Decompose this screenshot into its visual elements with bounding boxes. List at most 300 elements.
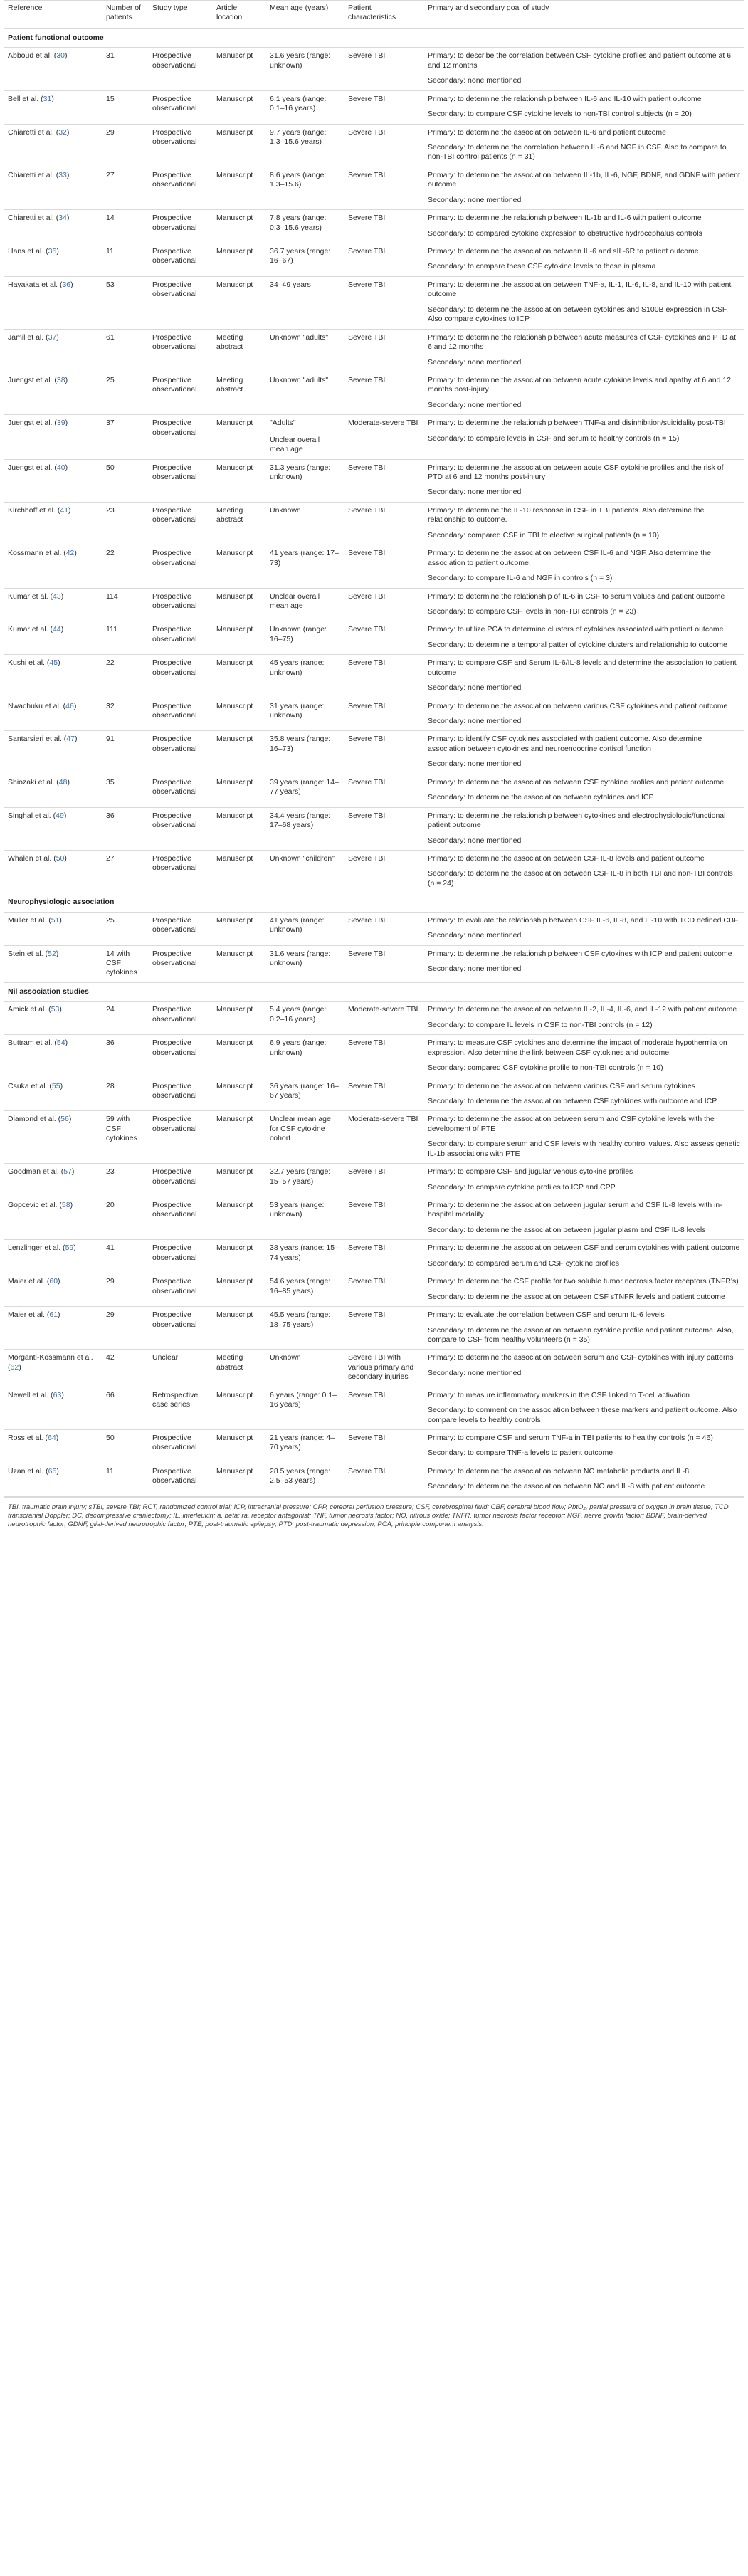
location-value: Manuscript [216, 247, 253, 256]
reference-cell: Singhal et al. (49) [4, 807, 102, 850]
goal-primary: Primary: to determine the relationship between IL-6 and IL-10 with patient outcome [428, 94, 702, 103]
study-type-cell [148, 210, 212, 243]
patients-cell [102, 459, 148, 502]
reference-author: Abboud et al. [8, 51, 52, 61]
location-cell [212, 90, 265, 124]
age-cell [265, 48, 344, 90]
goal-primary: Primary: to determine the association between CSF and serum cytokines with patient outcome [428, 1244, 740, 1253]
study-type-value: Prospective observational [152, 1167, 197, 1186]
characteristics-value: Severe TBI [348, 777, 386, 787]
patients-cell [102, 588, 148, 621]
age-value: 31.6 years (range: unknown) [270, 949, 331, 967]
characteristics-cell [344, 1430, 423, 1463]
reference-citation: 43 [53, 592, 61, 601]
goal-primary: Primary: to determine the relationship of IL-6 in CSF to serum values and patient outcome [428, 592, 725, 601]
age-value: 45.5 years (range: 18–75 years) [270, 1310, 331, 1329]
reference-citation: 38 [56, 375, 65, 384]
patients-value: 23 [106, 505, 115, 515]
study-type-cell [148, 167, 212, 209]
age-cell [265, 655, 344, 698]
study-type-value: Prospective observational [152, 1434, 197, 1452]
age-value: Unknown "adults" [270, 375, 329, 384]
age-cell [265, 243, 344, 277]
study-type-cell [148, 731, 212, 774]
study-type-cell [148, 415, 212, 459]
goal-secondary: Secondary: none mentioned [428, 195, 522, 204]
patients-cell [102, 807, 148, 850]
goal-cell [423, 459, 744, 502]
characteristics-cell [344, 1307, 423, 1350]
patients-value: 28 [106, 1081, 115, 1090]
age-value: 41 years (range: 17–73) [270, 549, 339, 567]
reference-author: Kumar et al. [8, 625, 48, 634]
goal-primary: Primary: to compare CSF and Serum IL-6/IL-8 levels and determine the association to patient outcome [428, 658, 737, 677]
review-table-page [4, 0, 744, 1534]
goal-secondary: Secondary: to comment on the association between these markers and patient outcome. Also compare levels to healthy controls [428, 1406, 737, 1424]
study-type-cell [148, 945, 212, 982]
age-cell [265, 167, 344, 209]
goal-secondary: Secondary: none mentioned [428, 717, 522, 725]
table-row [4, 807, 744, 850]
reference-citation: 50 [56, 853, 65, 863]
goal-primary: Primary: to determine the CSF profile for two soluble tumor necrosis factor receptors (TNFR's) [428, 1277, 739, 1286]
characteristics-cell [344, 276, 423, 329]
study-type-value: Prospective observational [152, 51, 197, 70]
reference-citation: 55 [51, 1081, 60, 1090]
reference-citation: 62 [10, 1362, 19, 1372]
goal-secondary: Secondary: to compare IL-6 and NGF in controls (n = 3) [428, 574, 613, 583]
goal-secondary: Secondary: to compare serum and CSF levels with healthy control values. Also assess genetic IL-1b associations with PTE [428, 1140, 740, 1158]
characteristics-cell [344, 945, 423, 982]
table-header [4, 1, 744, 29]
goal-cell [423, 698, 744, 731]
study-type-cell [148, 655, 212, 698]
age-value: Unclear mean age for CSF cytokine cohort [270, 1115, 331, 1143]
goal-primary: Primary: to evaluate the correlation between CSF and serum IL-6 levels [428, 1310, 665, 1320]
characteristics-value: Severe TBI [348, 1244, 386, 1253]
goal-cell [423, 807, 744, 850]
goal-secondary: Secondary: to determine the association between cytokine profile and patient outcome. Also, compare to CSF from healthy volunteers (n = 35) [428, 1325, 734, 1344]
characteristics-value: Severe TBI [348, 94, 386, 103]
goal-cell [423, 1430, 744, 1463]
reference-cell: Ross et al. (64) [4, 1430, 102, 1463]
study-type-cell [148, 1002, 212, 1035]
reference-author: Whalen et al. [8, 853, 52, 863]
reference-cell: Uzan et al. (65) [4, 1463, 102, 1496]
age-value: 38 years (range: 15–74 years) [270, 1244, 339, 1262]
patients-value: 37 [106, 419, 115, 428]
age-value: 8.6 years (range: 1.3–15.6) [270, 170, 327, 189]
reference-cell: Buttram et al. (54) [4, 1035, 102, 1078]
age-cell [265, 850, 344, 893]
goal-secondary: Secondary: compared CSF in TBI to elective surgical patients (n = 10) [428, 530, 660, 540]
table-row [4, 621, 744, 655]
patients-cell [102, 698, 148, 731]
characteristics-cell [344, 1035, 423, 1078]
goal-secondary: Secondary: none mentioned [428, 488, 522, 497]
location-cell [212, 1463, 265, 1496]
age-value: 36.7 years (range: 16–67) [270, 247, 331, 266]
age-cell [265, 588, 344, 621]
goal-primary: Primary: to identify CSF cytokines associated with patient outcome. Also determine association between cytokines and neuroendocrine cortisol function [428, 735, 702, 753]
patients-value: 27 [106, 170, 115, 179]
location-value: Manuscript [216, 1201, 253, 1209]
goal-secondary: Secondary: none mentioned [428, 964, 522, 973]
age-value: Unclear overall mean age [270, 592, 320, 610]
location-value: Manuscript [216, 735, 253, 744]
patients-value: 14 [106, 214, 115, 223]
table-row [4, 1035, 744, 1078]
age-value: 21 years (range: 4–70 years) [270, 1434, 335, 1452]
study-type-cell [148, 850, 212, 893]
goal-primary: Primary: to determine the relationship between TNF-a and disinhibition/suicidality post-TBI [428, 419, 726, 428]
goal-cell [423, 1035, 744, 1078]
characteristics-cell [344, 545, 423, 588]
age-cell [265, 1240, 344, 1273]
reference-citation: 54 [56, 1039, 65, 1048]
reference-cell: Hayakata et al. (36) [4, 276, 102, 329]
goal-cell [423, 124, 744, 167]
patients-cell [102, 1273, 148, 1307]
location-cell [212, 1197, 265, 1240]
study-type-cell [148, 372, 212, 414]
location-value: Manuscript [216, 170, 253, 179]
reference-author: Chiaretti et al. [8, 127, 54, 137]
characteristics-value: Moderate-severe TBI [348, 1005, 418, 1014]
patients-cell [102, 655, 148, 698]
age-value: 6.9 years (range: unknown) [270, 1039, 327, 1057]
age-cell [265, 774, 344, 807]
characteristics-cell [344, 124, 423, 167]
patients-value: 29 [106, 1277, 115, 1286]
goal-cell [423, 774, 744, 807]
location-value: Meeting abstract [216, 375, 243, 394]
location-cell [212, 1164, 265, 1197]
table-row [4, 1307, 744, 1350]
characteristics-cell [344, 1273, 423, 1307]
goal-secondary: Secondary: none mentioned [428, 76, 522, 85]
location-cell [212, 655, 265, 698]
table-row [4, 276, 744, 329]
goal-cell [423, 1164, 744, 1197]
age-value: 32.7 years (range: 15–57 years) [270, 1167, 331, 1186]
goal-cell [423, 90, 744, 124]
patients-cell [102, 372, 148, 414]
age-value: Unknown [270, 505, 301, 515]
goal-cell [423, 48, 744, 90]
age-cell [265, 698, 344, 731]
patients-cell [102, 731, 148, 774]
reference-author: Shiozaki et al. [8, 777, 55, 787]
location-value: Manuscript [216, 949, 253, 958]
study-type-cell [148, 1035, 212, 1078]
study-type-value: Unclear [152, 1353, 179, 1362]
age-value: Unknown [270, 1353, 301, 1362]
age-cell [265, 545, 344, 588]
patients-cell [102, 1035, 148, 1078]
reference-author: Kirchhoff et al. [8, 505, 56, 515]
characteristics-value: Severe TBI [348, 127, 386, 137]
header-study-type: Study type [148, 1, 212, 29]
reference-author: Buttram et al. [8, 1039, 53, 1048]
characteristics-value: Severe TBI [348, 505, 386, 515]
characteristics-value: Severe TBI [348, 735, 386, 744]
table-row [4, 1078, 744, 1111]
reference-author: Bell et al. [8, 94, 39, 103]
characteristics-cell [344, 372, 423, 414]
patients-value: 11 [106, 1466, 114, 1476]
age-cell [265, 1430, 344, 1463]
table-row [4, 1387, 744, 1429]
goal-cell [423, 588, 744, 621]
characteristics-cell [344, 415, 423, 459]
characteristics-cell [344, 655, 423, 698]
goal-secondary: Secondary: to determine the association between NO and IL-8 with patient outcome [428, 1482, 705, 1491]
patients-value: 50 [106, 463, 115, 472]
characteristics-value: Severe TBI [348, 1167, 386, 1177]
study-type-cell [148, 1111, 212, 1164]
section-header-row [4, 893, 744, 912]
table-row [4, 912, 744, 945]
goal-secondary: Secondary: none mentioned [428, 836, 522, 845]
characteristics-value: Severe TBI [348, 811, 386, 820]
table-row [4, 329, 744, 372]
goal-primary: Primary: to measure CSF cytokines and determine the impact of moderate hypothermia on expression. Also determine the link between CSF cytokines and outcome [428, 1039, 727, 1057]
patients-cell [102, 210, 148, 243]
reference-author: Gopcevic et al. [8, 1201, 58, 1209]
age-value: Unknown "children" [270, 853, 335, 863]
goal-primary: Primary: to determine the association between various CSF cytokines and patient outcome [428, 701, 728, 710]
goal-primary: Primary: to determine the relationship between acute measures of CSF cytokines and PTD at 6 and 12 months [428, 332, 737, 352]
table-row [4, 48, 744, 90]
goal-secondary: Secondary: none mentioned [428, 357, 522, 367]
goal-secondary: Secondary: to compare CSF levels in non-TBI controls (n = 23) [428, 606, 636, 616]
header-row [4, 1, 744, 29]
location-cell [212, 329, 265, 372]
age-value: 7.8 years (range: 0.3–15.6 years) [270, 214, 327, 232]
study-type-cell [148, 124, 212, 167]
patients-cell [102, 912, 148, 945]
location-cell [212, 1078, 265, 1111]
reference-cell: Amick et al. (53) [4, 1002, 102, 1035]
reference-cell: Maier et al. (61) [4, 1307, 102, 1350]
study-type-cell [148, 698, 212, 731]
study-type-value: Prospective observational [152, 592, 197, 610]
reference-cell: Muller et al. (51) [4, 912, 102, 945]
study-type-cell [148, 912, 212, 945]
patients-value: 53 [106, 280, 115, 289]
study-type-value: Prospective observational [152, 549, 197, 567]
table-row [4, 731, 744, 774]
location-cell [212, 1111, 265, 1164]
goal-cell [423, 276, 744, 329]
table-row [4, 1164, 744, 1197]
location-cell [212, 945, 265, 982]
age-cell [265, 945, 344, 982]
location-value: Manuscript [216, 1466, 253, 1476]
location-cell [212, 807, 265, 850]
reference-author: Chiaretti et al. [8, 214, 54, 223]
age-value: "Adults" [270, 419, 296, 428]
age-value: 39 years (range: 14–77 years) [270, 777, 339, 797]
characteristics-value: Severe TBI [348, 332, 386, 342]
characteristics-value: Severe TBI [348, 51, 386, 61]
goal-cell [423, 1111, 744, 1164]
location-value: Manuscript [216, 811, 253, 820]
reference-cell: Chiaretti et al. (34) [4, 210, 102, 243]
goal-primary: Primary: to determine the IL-10 response in CSF in TBI patients. Also determine the relationship to outcome. [428, 505, 705, 525]
reference-cell: Kirchhoff et al. (41) [4, 502, 102, 545]
patients-value: 36 [106, 1039, 115, 1048]
goal-primary: Primary: to determine the association between CSF cytokine profiles and patient outcome [428, 777, 725, 787]
header-reference: Reference [4, 1, 102, 29]
age-value: 45 years (range: unknown) [270, 658, 325, 677]
age-value: 6 years (range: 0.1–16 years) [270, 1390, 337, 1409]
reference-citation: 34 [58, 214, 67, 223]
reference-author: Santarsieri et al. [8, 735, 62, 744]
header-characteristics: Patient characteristics [344, 1, 423, 29]
reference-citation: 61 [49, 1310, 58, 1320]
reference-author: Singhal et al. [8, 811, 51, 820]
goal-primary: Primary: to determine the association between acute cytokine levels and apathy at 6 and 12 months post-injury [428, 375, 732, 394]
goal-cell [423, 1240, 744, 1273]
goal-cell [423, 945, 744, 982]
goal-primary: Primary: to determine the association between serum and CSF cytokine levels with the development of PTE [428, 1115, 715, 1133]
patients-cell [102, 545, 148, 588]
goal-secondary: Secondary: to determine the correlation between IL-6 and NGF in CSF. Also to compare to non-TBI control patients (n = 31) [428, 142, 727, 162]
patients-cell [102, 415, 148, 459]
age-cell [265, 1197, 344, 1240]
location-value: Manuscript [216, 419, 253, 428]
header-patients: Number of patients [102, 1, 148, 29]
patients-cell [102, 90, 148, 124]
characteristics-cell [344, 588, 423, 621]
study-type-cell [148, 1240, 212, 1273]
age-value: Unknown "adults" [270, 332, 329, 342]
location-value: Manuscript [216, 853, 253, 863]
location-cell [212, 276, 265, 329]
study-type-value: Prospective observational [152, 1244, 197, 1262]
location-cell [212, 1387, 265, 1429]
characteristics-cell [344, 1111, 423, 1164]
goal-cell [423, 1307, 744, 1350]
age-value: 36 years (range: 16–67 years) [270, 1081, 339, 1100]
goal-cell [423, 167, 744, 209]
location-cell [212, 850, 265, 893]
reference-author: Goodman et al. [8, 1167, 59, 1177]
abbreviations-footnote: TBI, traumatic brain injury; sTBI, severe TBI; RCT, randomized control trial; ICP, intracranial pressure; CPP, cerebral perfusion pressure; CSF, cerebrospinal fluid; CBF, cerebral blood flow; PbtO₂, partial pressure of oxygen in brain tissue; TCD, transcranial Doppler; DC, decompressive craniectomy; IL, interleukin; a, beta; ra, receptor antagonist; TNF, tumor necrosis factor; NO, nitrous oxide; TNFR, tumor necrosis factor receptor; NGF, nerve growth factor; BDNF, brain-derived neurotrophic factor; GDNF, glial-derived neurotrophic factor; PTE, post-traumatic epilepsy; PTD, post-traumatic depression; PCA, principle component analysis. [4, 1497, 744, 1534]
reference-cell: Whalen et al. (50) [4, 850, 102, 893]
reference-cell: Nwachuku et al. (46) [4, 698, 102, 731]
reference-citation: 40 [56, 463, 65, 472]
reference-cell: Newell et al. (63) [4, 1387, 102, 1429]
goal-secondary: Secondary: none mentioned [428, 1368, 522, 1377]
goal-cell [423, 1463, 744, 1496]
table-row [4, 850, 744, 893]
reference-citation: 32 [58, 127, 67, 137]
study-type-value: Prospective observational [152, 1115, 197, 1133]
goal-cell [423, 1078, 744, 1111]
location-value: Manuscript [216, 1434, 253, 1442]
study-type-value: Prospective observational [152, 853, 197, 873]
goal-primary: Primary: to evaluate the relationship between CSF IL-6, IL-8, and IL-10 with TCD defined CBF. [428, 915, 740, 925]
characteristics-value: Severe TBI [348, 1390, 386, 1399]
location-value: Manuscript [216, 1244, 253, 1253]
reference-cell: Kumar et al. (43) [4, 588, 102, 621]
reference-author: Newell et al. [8, 1390, 49, 1399]
location-value: Manuscript [216, 463, 253, 472]
study-type-value: Prospective observational [152, 214, 197, 232]
location-cell [212, 1035, 265, 1078]
age-cell [265, 621, 344, 655]
reference-author: Hans et al. [8, 247, 44, 256]
study-type-value: Prospective observational [152, 375, 197, 394]
goal-secondary: Secondary: to determine the association between CSF sTNFR levels and patient outcome [428, 1292, 725, 1301]
characteristics-cell [344, 48, 423, 90]
patients-cell [102, 1197, 148, 1240]
study-type-value: Prospective observational [152, 94, 197, 113]
patients-value: 22 [106, 549, 115, 558]
location-cell [212, 502, 265, 545]
reference-author: Stein et al. [8, 949, 43, 958]
age-value: 28.5 years (range: 2.5–53 years) [270, 1466, 331, 1486]
location-value: Manuscript [216, 1277, 253, 1286]
patients-value: 22 [106, 658, 115, 668]
age-cell [265, 90, 344, 124]
goal-cell [423, 502, 744, 545]
goal-cell [423, 1350, 744, 1387]
reference-citation: 37 [48, 332, 57, 342]
reference-author: Diamond et al. [8, 1115, 56, 1124]
location-value: Meeting abstract [216, 332, 243, 352]
location-value: Manuscript [216, 94, 253, 103]
table-row [4, 698, 744, 731]
reference-citation: 39 [56, 419, 65, 428]
characteristics-value: Severe TBI [348, 658, 386, 668]
patients-cell [102, 1240, 148, 1273]
location-value: Manuscript [216, 214, 253, 223]
goal-secondary: Secondary: none mentioned [428, 683, 522, 693]
study-type-cell [148, 1307, 212, 1350]
study-type-cell [148, 807, 212, 850]
goal-cell [423, 545, 744, 588]
characteristics-cell [344, 621, 423, 655]
study-type-value: Prospective observational [152, 915, 197, 935]
goal-cell [423, 210, 744, 243]
age-value: 31 years (range: unknown) [270, 701, 325, 720]
patients-cell [102, 329, 148, 372]
patients-cell [102, 48, 148, 90]
patients-value: 27 [106, 853, 115, 863]
goal-primary: Primary: to determine the relationship between cytokines and electrophysiologic/functional patient outcome [428, 811, 726, 830]
patients-cell [102, 850, 148, 893]
patients-cell [102, 1350, 148, 1387]
study-type-cell [148, 276, 212, 329]
table-row [4, 774, 744, 807]
goal-primary: Primary: to determine the association between IL-2, IL-4, IL-6, and IL-12 with patient outcome [428, 1005, 737, 1014]
age-extra-value: Unclear overall mean age [270, 435, 320, 454]
location-cell [212, 1307, 265, 1350]
characteristics-value: Severe TBI [348, 280, 386, 289]
reference-cell: Gopcevic et al. (58) [4, 1197, 102, 1240]
goal-primary: Primary: to determine the association between IL-1b, IL-6, NGF, BDNF, and GDNF with patient outcome [428, 170, 740, 189]
goal-primary: Primary: to determine the relationship between IL-1b and IL-6 with patient outcome [428, 214, 702, 223]
characteristics-cell [344, 807, 423, 850]
study-type-value: Prospective observational [152, 247, 197, 266]
age-cell [265, 459, 344, 502]
table-row [4, 545, 744, 588]
location-value: Manuscript [216, 280, 253, 289]
